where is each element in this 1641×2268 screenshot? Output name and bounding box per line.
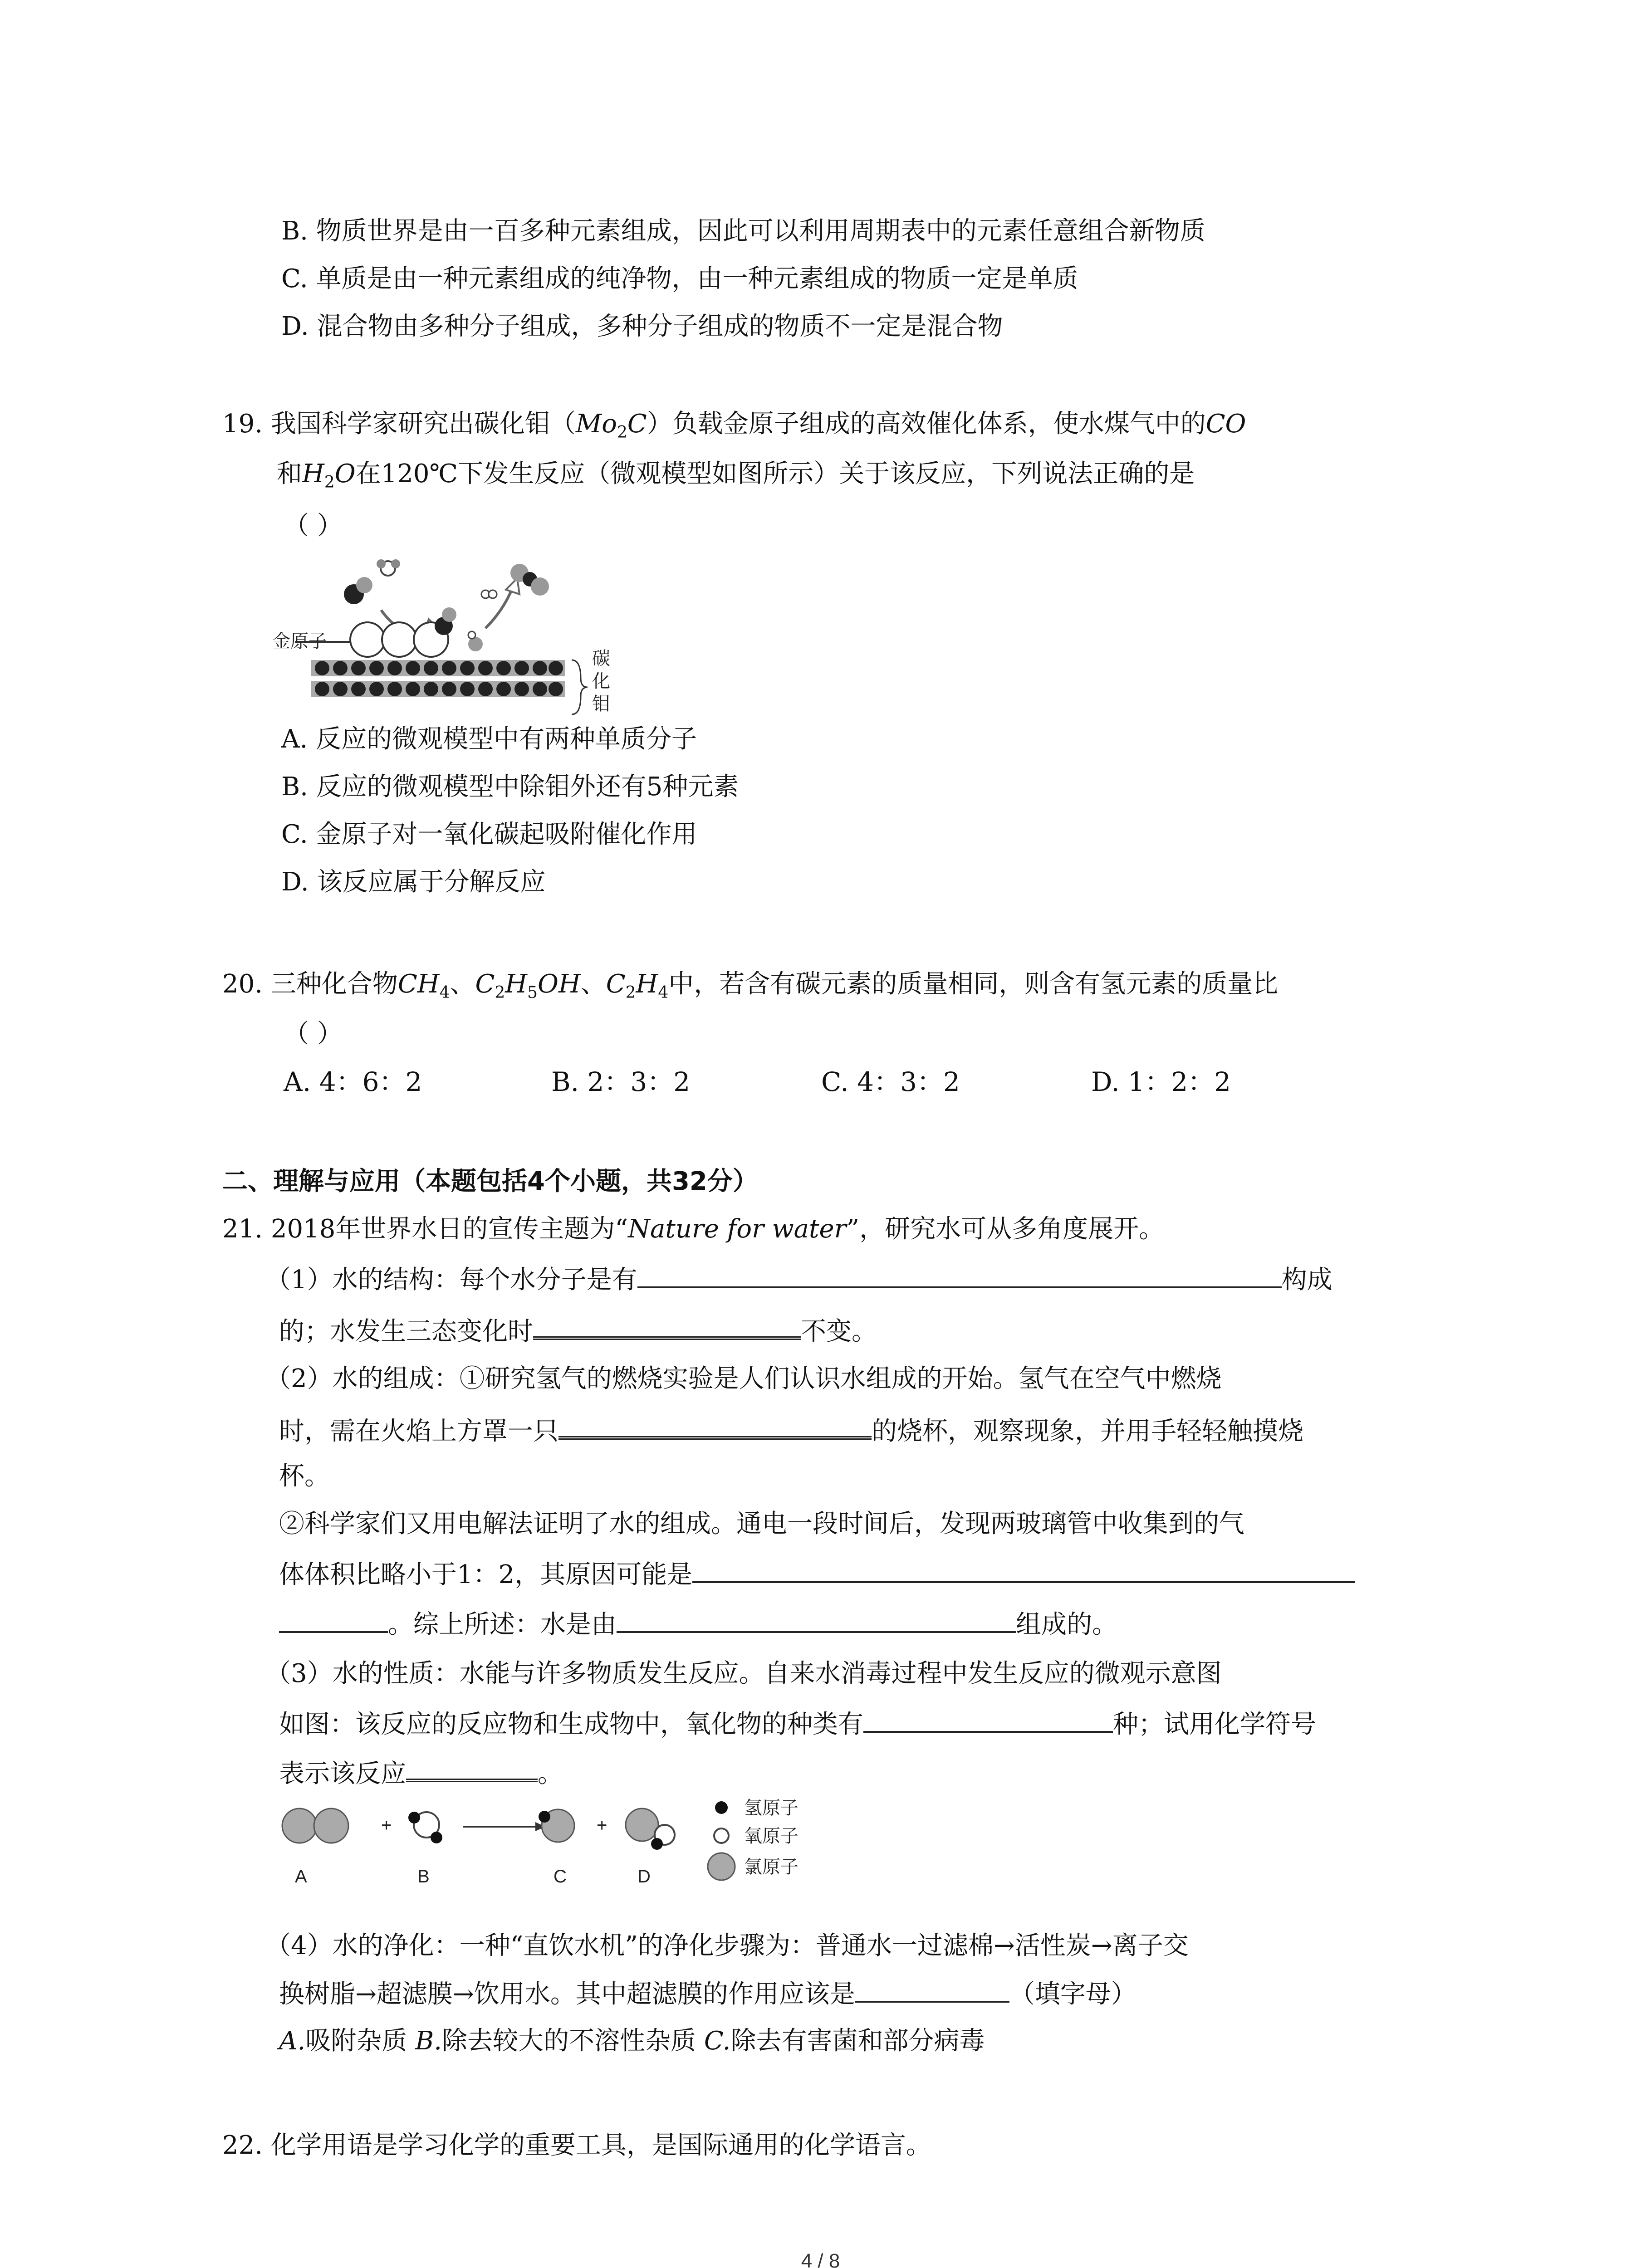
q20-choice-d: D. 1：2：2 [1091, 1066, 1231, 1097]
hydrogen-legend-icon [715, 1801, 728, 1814]
q21-reaction-figure [277, 1799, 867, 1898]
q21-blank-2[interactable] [533, 1311, 801, 1340]
molecule-a-icon [282, 1809, 348, 1843]
q19-number: 19. [222, 409, 263, 439]
q21-stem: 21. 2018年世界水日的宣传主题为“Nature for water”，研究水可从多角度展开。 [222, 1214, 1165, 1244]
label-c: C [554, 1867, 567, 1887]
gold-atom-label: 金原子 [272, 631, 327, 651]
q21-blank-1[interactable] [637, 1261, 1282, 1288]
q22-number: 22. [222, 2131, 263, 2160]
q21-blank-3[interactable] [558, 1411, 872, 1440]
q21-part3-line3: 表示该反应 。 [279, 1753, 563, 1792]
q20-answer-bracket: （ ） [284, 1019, 343, 1049]
svg-text:+: + [381, 1815, 392, 1835]
q18-option-b: B. 物质世界是由一百多种元素组成，因此可以利用周期表中的元素任意组合新物质 [281, 216, 1205, 246]
page-number: 4 / 8 [801, 2250, 840, 2268]
q20-choice-c: C. 4：3：2 [821, 1066, 960, 1097]
q19-option-b: B. 反应的微观模型中除钼外还有5种元素 [281, 772, 739, 802]
q19-catalyst-figure [272, 551, 617, 723]
oxygen-legend-icon [714, 1828, 729, 1843]
q20-stem: 20. 三种化合物$CH_4$、$C_2H_5OH$、$C_2H_4$中，若含有碳元素的质量相同，则含有氢元素的质量比 [222, 969, 1279, 1002]
q21-part2-line6: 。综上所述：水是由 组成的。 [279, 1606, 1117, 1643]
q21-blank-4[interactable] [692, 1556, 1355, 1583]
q19-stem-line2: 和$H_2O$在120℃下发生反应（微观模型如图所示）关于该反应，下列说法正确的是 [277, 459, 1195, 492]
section-2-title: 二、理解与应用（本题包括4个小题，共32分） [222, 1167, 758, 1196]
q21-blank-7[interactable] [406, 1753, 538, 1782]
q22-stem: 22. 化学用语是学习化学的重要工具，是国际通用的化学语言。 [222, 2131, 931, 2160]
q20-choice-a: A. 4：6：2 [284, 1066, 422, 1097]
label-b: B [417, 1867, 430, 1887]
q21-part1-line1: （1）水的结构：每个水分子是有 构成 [265, 1261, 1332, 1298]
molybdenum-carbide-layers [311, 660, 565, 697]
brace-icon [572, 660, 588, 714]
q21-part2-line4: ②科学家们又用电解法证明了水的组成。通电一段时间后，发现两玻璃管中收集到的气 [279, 1509, 1244, 1539]
water-molecule-icon [377, 559, 400, 576]
q18-option-d: D. 混合物由多种分子组成，多种分子组成的物质不一定是混合物 [281, 312, 1003, 341]
legend-chlorine: 氯原子 [744, 1857, 798, 1877]
co-molecule-icon [344, 577, 372, 604]
q19-stem-line1: 19. 我国科学家研究出碳化钼$(Mo_2C)$负载金原子组成的高效催化体系，使水煤气中的CO [222, 409, 1246, 442]
q19-option-c: C. 金原子对一氧化碳起吸附催化作用 [281, 820, 697, 849]
q21-part3-line1: （3）水的性质：水能与许多物质发生反应。自来水消毒过程中发生反应的微观示意图 [265, 1659, 1222, 1688]
q20-choice-b: B. 2：3：2 [551, 1066, 691, 1097]
q21-part4-line1: （4）水的净化：一种“直饮水机”的净化步骤为：普通水一过滤棉→活性炭→离子交 [265, 1931, 1189, 1960]
q21-part2-line5: 体体积比略小于1：2，其原因可能是 [279, 1556, 1355, 1593]
q19-option-a: A. 反应的微观模型中有两种单质分子 [281, 724, 697, 754]
legend-oxygen: 氧原子 [744, 1826, 798, 1846]
svg-text:+: + [597, 1815, 607, 1835]
q19-option-d: D. 该反应属于分解反应 [281, 867, 546, 897]
gold-atoms [350, 622, 448, 657]
carbide-label-1: 碳 [592, 649, 610, 669]
q21-part4-options: A.吸附杂质 B.除去较大的不溶性杂质 C.除去有害菌和部分病毒 [279, 2026, 985, 2056]
q21-number: 21. [222, 1214, 263, 1244]
q21-blank-5[interactable] [617, 1606, 1016, 1633]
q19-answer-bracket: （ ） [284, 511, 343, 541]
q21-part2-line3: 杯。 [279, 1461, 330, 1491]
q20-number: 20. [222, 969, 263, 999]
molecule-d-icon [626, 1809, 675, 1850]
molecule-b-icon [408, 1812, 442, 1843]
carbide-label-3: 钼 [592, 694, 610, 714]
q21-part4-line2: 换树脂→超滤膜→饮用水。其中超滤膜的作用应该是 （填字母） [279, 1975, 1136, 2013]
q21-part1-line2: 的；水发生三态变化时 不变。 [279, 1311, 877, 1350]
h2-molecule-icon [481, 590, 497, 598]
q18-option-c: C. 单质是由一种元素组成的纯净物，由一种元素组成的物质一定是单质 [281, 264, 1078, 293]
legend-hydrogen: 氢原子 [744, 1799, 798, 1818]
molecule-c-icon [539, 1809, 574, 1842]
q21-blank-8[interactable] [855, 1975, 1009, 2003]
q21-part3-line2: 如图：该反应的反应物和生成物中，氧化物的种类有 种；试用化学符号 [279, 1706, 1316, 1743]
q21-part2-line2: 时，需在火焰上方罩一只 的烧杯，观察现象，并用手轻轻触摸烧 [279, 1411, 1303, 1450]
q21-blank-6[interactable] [863, 1706, 1113, 1733]
q21-blank-4-cont[interactable] [279, 1606, 388, 1633]
carbide-label-2: 化 [592, 671, 610, 691]
chlorine-legend-icon [708, 1853, 735, 1880]
q21-part2-line1: （2）水的组成：①研究氢气的燃烧实验是人们认识水组成的开始。氢气在空气中燃烧 [265, 1364, 1222, 1393]
label-a: A [295, 1867, 307, 1887]
label-d: D [637, 1867, 651, 1887]
